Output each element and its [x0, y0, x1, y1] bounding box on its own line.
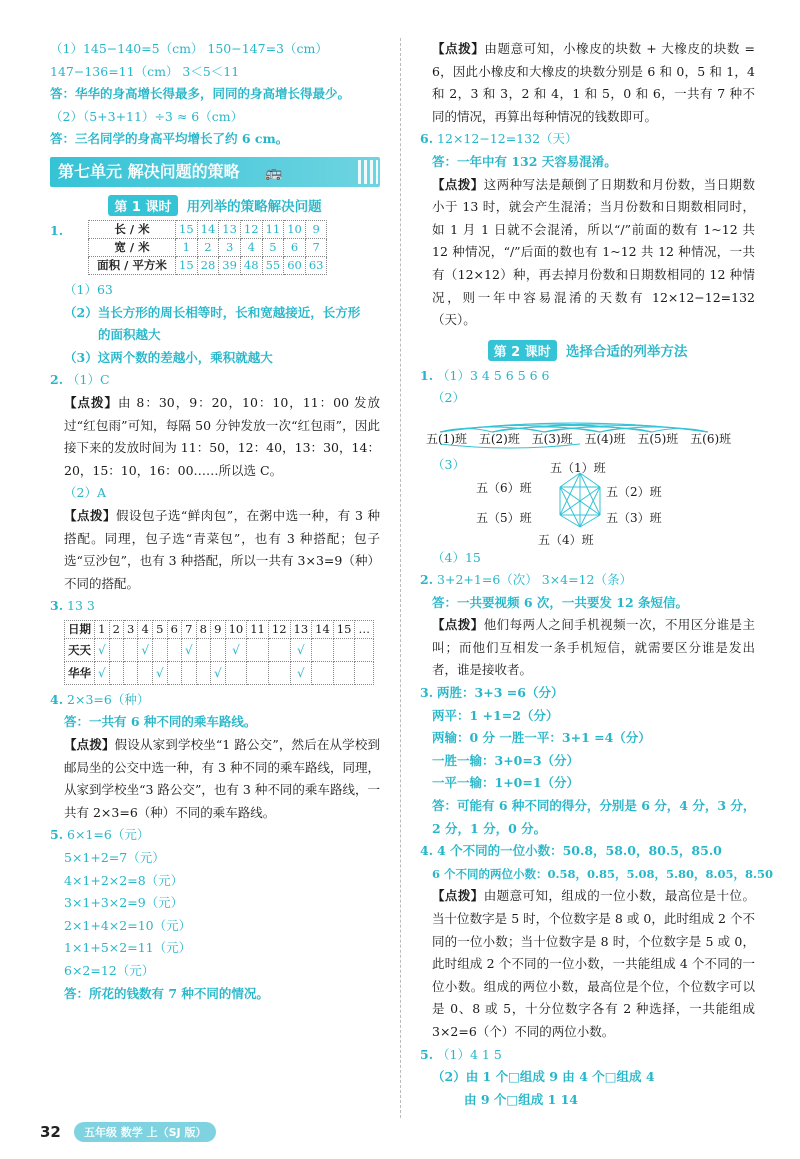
hex-label: 五（4）班 [538, 532, 594, 547]
hex-label: 五（1）班 [550, 460, 606, 475]
table-cell: 9 [305, 220, 327, 238]
tip-text: 由题意可知，组成的一位小数，最高位是十位。当十位数字是 5 时，个位数字是 8 或 0，此时组成 2 个不同的一位小数；当十位数字是 8 时，个位数字是 5 或 0，此时组成 2 个不同的一位小数，一共能组成 4 个不同的一位小数。组成的两位小数，最高位是个位，个位数字可以是 0、8 或 5，十分位数字各有 2 种选择，一共能组成 3×2=6（个）不同的两位小数。 [432, 888, 755, 1039]
tip-label: 【点拨】 [64, 507, 116, 523]
table-cell: 15 [333, 620, 355, 638]
table-cell: 15 [176, 220, 198, 238]
tip-label: 【点拨】 [64, 737, 115, 753]
answer-line: （3）这两个数的差越小，乘积就越大 [64, 349, 273, 365]
answer-line: （2）当长方形的周长相等时，长和宽越接近，长方形 [64, 304, 361, 320]
table-cell [196, 661, 210, 684]
table-cell: √ [210, 661, 225, 684]
lesson-title: 选择合适的列举方法 [565, 343, 688, 360]
table-cell: 14 [312, 620, 334, 638]
answer-line: 答：三名同学的身高平均增长了约 6 cm。 [50, 131, 289, 147]
answer-line: （4）15 [432, 549, 481, 565]
question-number: 2. [420, 572, 434, 588]
q5-line [50, 824, 380, 847]
table-cell: 11 [262, 220, 284, 238]
table-cell: 10 [225, 620, 247, 638]
table-cell: 3 [219, 238, 241, 256]
hex-label: 五（6）班 [476, 480, 532, 495]
answer-line: 4×1+2×2=8（元） [64, 872, 184, 888]
table-cell: 48 [240, 256, 262, 274]
tip-paragraph [420, 174, 755, 332]
class-label: 五(3)班 [531, 431, 573, 446]
answer-line: （3） [432, 456, 465, 472]
question-number: 2. [50, 372, 64, 388]
table-cell: 13 [219, 220, 241, 238]
table-header: 面积 / 平方米 [89, 256, 176, 274]
answer-line: 5×1+2=7（元） [64, 850, 165, 866]
table-cell: 14 [197, 220, 219, 238]
answer-line: 答：所花的钱数有 7 种不同的情况。 [64, 985, 269, 1001]
table-cell: 2 [109, 620, 123, 638]
table-header: 宽 / 米 [89, 238, 176, 256]
right-column [420, 38, 774, 1111]
answer-line: （2）（5+3+11）÷3 ≈ 6（cm） [50, 108, 244, 124]
table-cell: 39 [219, 256, 241, 274]
lesson-heading [420, 340, 755, 361]
answer-text: 6×1=6（元） [67, 827, 150, 843]
lesson-title: 用列举的策略解决问题 [186, 198, 322, 215]
table-cell [268, 638, 290, 661]
tip-text: 假设包子选“鲜肉包”，在粥中选一种，有 3 种搭配。同理，包子选“青菜包”，也有 3 种搭配；包子选“豆沙包”，也有 3 种搭配，所以一共有 3×3=9（种）不同的搭配。 [64, 507, 380, 591]
table-row [89, 220, 327, 238]
table-cell [123, 638, 137, 661]
answer-line: 两输：0 分 一胜一平：3+1 =4（分） [432, 730, 651, 746]
table-header: 天天 [65, 638, 95, 661]
page-number: 32 [40, 1122, 61, 1141]
class-row [426, 430, 731, 447]
question-number: 1. [50, 222, 64, 238]
table-cell [109, 638, 123, 661]
table-cell: 28 [197, 256, 219, 274]
answer-line: 答：一年中有 132 天容易混淆。 [432, 153, 617, 169]
table-cell: √ [95, 661, 110, 684]
answer-line: （2）A [64, 485, 106, 501]
answer-line: 答：一共有 6 种不同的乘车路线。 [64, 714, 257, 730]
table-cell: 4 [138, 620, 153, 638]
banner-stripes [358, 160, 378, 184]
table-row [65, 620, 374, 638]
answer-line: 两平：1 +1=2（分） [432, 707, 559, 723]
table-cell [355, 638, 374, 661]
answer-text: 4 个不同的一位小数：50.8，58.0，80.5，85.0 [437, 843, 722, 859]
tip-label: 【点拨】 [64, 394, 118, 410]
question-number: 6. [420, 131, 434, 147]
left-column [50, 38, 380, 1005]
tip-label: 【点拨】 [432, 176, 484, 192]
tip-paragraph [50, 392, 380, 482]
tip-paragraph [420, 38, 755, 128]
answer-text: 两胜：3+3 =6（分） [437, 685, 564, 701]
table-cell: 5 [152, 620, 167, 638]
calendar-table-wrap [50, 620, 380, 685]
tip-paragraph [420, 885, 755, 1043]
answer-line: 答：华华的身高增长得最多，同同的身高增长得最少。 [50, 86, 351, 102]
answer-text: 12×12−12=132（天） [437, 131, 578, 147]
answer-line: 2 分，1 分，0 分。 [432, 820, 547, 836]
table-cell: √ [290, 661, 312, 684]
table-cell: 55 [262, 256, 284, 274]
r4-line [420, 840, 755, 863]
answer-line: 答：一共要视频 6 次，一共要发 12 条短信。 [432, 594, 689, 610]
answer-line: （1）145−140=5（cm） 150−147=3（cm） [50, 41, 328, 56]
question-number: 3. [50, 598, 64, 614]
tip-label: 【点拨】 [432, 41, 485, 56]
tip-text: 由题意可知，小橡皮的块数 + 大橡皮的块数 = 6，因此小橡皮和大橡皮的块数分别是 6 和 0，5 和 1，4 和 2，3 和 3，2 和 4，1 和 5，0 和 6，一共有 7 种不同的情况，再算出每种情况的钱数即可。 [432, 41, 755, 124]
table-cell [210, 638, 225, 661]
class-label: 五(5)班 [637, 431, 679, 446]
tip-text: 假设从家到学校坐“1 路公交”，然后在从学校到邮局坐的公交中选一种，有 3 种不同的乘车路线，同理，从家到学校坐“3 路公交”，也有 3 种不同的乘车路线，一共有 2×3=6（种）不同的乘车路线。 [64, 737, 380, 820]
table-cell: 4 [240, 238, 262, 256]
tip-text: 这两种写法是颠倒了日期数和月份数，当日期数小于 13 时，就会产生混淆；当月份数和日期数相同时，如 1 月 1 日就不会混淆，所以“/”前面的数有 1~12 共 12 种情况，“/”后面的数也有 1~12 共 12 种情况，一共有（12×12）种，再去掉月份数和日期数相同的 12 种情况，则一年中容易混淆的天数有 12×12−12=132（天）。 [432, 176, 755, 328]
table-cell [196, 638, 210, 661]
table-cell: 3 [123, 620, 137, 638]
table-cell: … [355, 620, 374, 638]
table-row [65, 661, 374, 684]
answer-line: 2×1+4×2=10（元） [64, 917, 192, 933]
table-cell: 12 [268, 620, 290, 638]
table-row [65, 638, 374, 661]
question-number: 1. [420, 367, 434, 383]
unit-title: 第七单元 解决问题的策略 [58, 161, 240, 181]
table-cell: 2 [197, 238, 219, 256]
table-header: 长 / 米 [89, 220, 176, 238]
table-cell: 63 [305, 256, 327, 274]
class-label: 五(4)班 [584, 431, 626, 446]
table-cell: 10 [284, 220, 306, 238]
q3-line [50, 595, 380, 618]
table-cell [181, 661, 196, 684]
answer-line: 147−136=11（cm） 3＜5＜11 [50, 63, 240, 79]
question-number: 4. [50, 691, 64, 707]
table-cell [167, 638, 181, 661]
table-cell [167, 661, 181, 684]
class-label: 五(6)班 [690, 431, 732, 446]
q6-line [420, 128, 755, 151]
table-cell [312, 638, 334, 661]
answer-text: 13 3 [67, 598, 95, 614]
table-row [89, 256, 327, 274]
table-cell [225, 661, 247, 684]
r1-line [420, 365, 755, 388]
table-cell [109, 661, 123, 684]
book-title: 五年级 数学 上（SJ 版） [74, 1122, 217, 1142]
answer-text: （1）3 4 5 6 5 6 6 [437, 367, 550, 383]
table-cell: 6 [284, 238, 306, 256]
table-cell: √ [152, 661, 167, 684]
lesson-tag: 第 2 课时 [488, 340, 557, 361]
table-cell: 60 [284, 256, 306, 274]
q2-line [50, 369, 380, 392]
table-cell: √ [181, 638, 196, 661]
answer-text: 3+2+1=6（次） 3×4=12（条） [437, 572, 633, 588]
r5-line [420, 1044, 755, 1067]
table-cell: 11 [247, 620, 269, 638]
table-cell [152, 638, 167, 661]
answer-text: （1）4 1 5 [437, 1046, 502, 1062]
unit-banner [50, 157, 380, 187]
question-number: 3. [420, 685, 434, 701]
answer-line: 一胜一输：3+0=3（分） [432, 752, 580, 768]
question-number: 4. [420, 843, 434, 859]
class-label: 五(2)班 [478, 431, 520, 446]
table-cell: 1 [95, 620, 110, 638]
hex-label: 五（5）班 [476, 510, 532, 525]
lesson-heading [50, 195, 380, 216]
question-number: 5. [50, 827, 64, 843]
answer-line: 答：可能有 6 种不同的得分，分别是 6 分，4 分，3 分， [432, 798, 756, 814]
answer-line: （2）由 1 个□组成 9 由 4 个□组成 4 [432, 1069, 655, 1085]
answer-line: 由 9 个□组成 1 14 [464, 1091, 579, 1107]
bus-icon: 🚌 [265, 164, 283, 181]
tip-label: 【点拨】 [432, 888, 484, 904]
answer-line: （1）63 [64, 281, 113, 297]
table-cell: √ [225, 638, 247, 661]
table-row [89, 238, 327, 256]
table-cell: 8 [196, 620, 210, 638]
table-cell: 7 [181, 620, 196, 638]
q4-line [50, 689, 380, 712]
hexagon-diagram [420, 459, 755, 547]
table-cell [312, 661, 334, 684]
lesson-tag: 第 1 课时 [108, 195, 177, 216]
rect-table [88, 220, 327, 275]
tip-text: 他们每两人之间手机视频一次，不用区分谁是主叫；而他们互相发一条手机短信，就需要区分谁是发出者，谁是接收者。 [432, 617, 755, 678]
question-number: 5. [420, 1046, 434, 1062]
r2-line [420, 569, 755, 592]
table-cell: 9 [210, 620, 225, 638]
page-footer [40, 1121, 216, 1145]
table-cell [333, 638, 355, 661]
table-cell: 6 [167, 620, 181, 638]
table-cell [355, 661, 374, 684]
answer-text: （1）C [67, 372, 110, 388]
table-cell: 7 [305, 238, 327, 256]
table-cell [247, 638, 269, 661]
class-label: 五(1)班 [426, 431, 467, 446]
answer-line: 6×2=12（元） [64, 963, 155, 978]
hex-label: 五（2）班 [606, 484, 662, 499]
answer-line: 的面积越大 [98, 327, 161, 343]
table-cell [138, 661, 153, 684]
answer-line: 1×1+5×2=11（元） [64, 940, 192, 956]
hex-label: 五（3）班 [606, 510, 662, 525]
table-header: 华华 [65, 661, 95, 684]
tip-text: 由 8：30，9：20，10：10，11：00 发放过“红包雨”可知，每隔 50 分钟发放一次“红包雨”，因此接下来的发放时间为 11：50，12：40，13：30，14：20，15：10，16：00……所以选 C。 [64, 394, 380, 478]
table-cell [268, 661, 290, 684]
column-divider [400, 38, 401, 1118]
q1-block [50, 220, 380, 275]
table-cell: 5 [262, 238, 284, 256]
table-cell [247, 661, 269, 684]
table-cell: 15 [176, 256, 198, 274]
table-cell: 13 [290, 620, 312, 638]
tip-paragraph [420, 614, 755, 682]
answer-line: 6 个不同的两位小数：0.58，0.85，5.08，5.80，8.05，8.50 [432, 866, 774, 881]
answer-line: （2） [432, 390, 465, 406]
table-cell [333, 661, 355, 684]
answer-line: 3×1+3×2=9（元） [64, 895, 184, 911]
table-cell [123, 661, 137, 684]
table-cell: 12 [240, 220, 262, 238]
table-cell: √ [138, 638, 153, 661]
r3-line [420, 682, 755, 705]
table-cell: √ [290, 638, 312, 661]
answer-text: 2×3=6（种） [67, 691, 150, 707]
class-arc-diagram [420, 410, 755, 454]
answer-line: 一平一输：1+0=1（分） [432, 775, 580, 791]
tip-label: 【点拨】 [432, 617, 484, 633]
table-cell: 1 [176, 238, 198, 256]
table-header: 日期 [65, 620, 95, 638]
table-cell: √ [95, 638, 110, 661]
calendar-table [64, 620, 374, 685]
tip-paragraph [50, 505, 380, 595]
tip-paragraph [50, 734, 380, 824]
